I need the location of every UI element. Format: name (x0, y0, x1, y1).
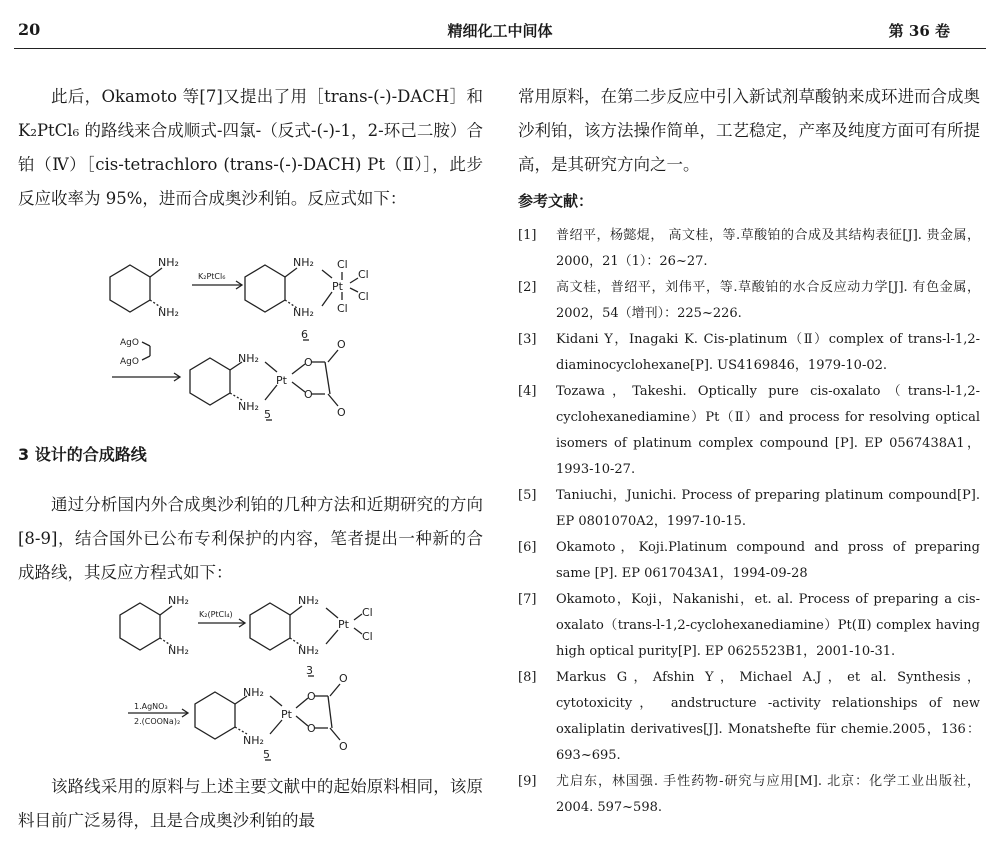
chloride-label: Cl (358, 268, 369, 281)
chloride-label: Cl (337, 302, 348, 315)
platinum-label: Pt (281, 708, 292, 721)
header-rule (14, 48, 986, 49)
amine-label: NH₂ (158, 256, 179, 269)
amine-label: NH₂ (238, 400, 259, 413)
reference-item (518, 379, 980, 483)
amine-label: NH₂ (293, 256, 314, 269)
chloride-label: Cl (337, 258, 348, 271)
reagent-label: AgO (120, 357, 139, 367)
reference-item (518, 327, 980, 379)
reference-number: [1] (518, 228, 537, 243)
paragraph-continued: 常用原料，在第二步反应中引入新试剂草酸钠来成环进而合成奥沙利铂，该方法操作简单，工艺稳定，产率及纯度方面可有所提高，是其研究方向之一。 (518, 87, 980, 174)
reference-text: Okamoto，Koji.Platinum compound and pross of preparing same [P]. EP 0617043A1，1994-09-28 (556, 540, 980, 581)
amine-label: NH₂ (168, 644, 189, 657)
oxygen-label: O (337, 338, 346, 351)
amine-label: NH₂ (158, 306, 179, 319)
reference-number: [5] (518, 488, 537, 503)
reference-item (518, 587, 980, 665)
paragraph-okamoto: 此后，Okamoto 等[7]又提出了用［trans-(-)-DACH］和 K₂PtCl₆ 的路线来合成顺式-四氯-（反式-(-)-1，2-环己二胺）合铂（Ⅳ）［cis-tetrachloro (trans-(-)-DACH) Pt（Ⅱ）］，此步反应收率为 95%，进而合成奥沙利铂。反应式如下： (18, 87, 483, 208)
reagent-label: K₂(PtCl₄) (199, 610, 233, 619)
oxygen-label: O (307, 722, 316, 735)
oxygen-label: O (307, 690, 316, 703)
reference-text: Tozawa，Takeshi. Optically pure cis-oxalato（trans-l-1,2-cyclohexanediamine）Pt（Ⅱ）and process for resolving optical isomers of platinum complex compound [P]. EP 0567438A1，1993-10-27. (556, 384, 980, 477)
reagent-label: AgO (120, 338, 139, 348)
amine-label: NH₂ (168, 594, 189, 607)
cyclohexane-ring (250, 603, 290, 650)
chloride-label: Cl (358, 290, 369, 303)
compound-number: 3 (306, 664, 313, 677)
cyclohexane-ring (120, 603, 160, 650)
reference-text: 尤启东，林国强. 手性药物-研究与应用[M]. 北京：化学工业出版社，2004. 597~598. (556, 774, 980, 815)
journal-title: 精细化工中间体 (447, 22, 553, 40)
compound-number: 5 (264, 408, 271, 421)
reference-item (518, 483, 980, 535)
reference-item (518, 769, 980, 821)
reference-item (518, 535, 980, 587)
reference-number: [7] (518, 592, 537, 607)
reference-number: [8] (518, 670, 537, 685)
paragraph-materials: 该路线采用的原料与上述主要文献中的起始原料相同，该原料目前广泛易得，且是合成奥沙利铂的最 (18, 777, 483, 830)
right-column (518, 80, 980, 821)
oxygen-label: O (339, 672, 348, 685)
platinum-label: Pt (332, 280, 343, 293)
amine-label: NH₂ (298, 594, 319, 607)
oxygen-label: O (304, 388, 313, 401)
platinum-label: Pt (338, 618, 349, 631)
reference-item (518, 665, 980, 769)
references-heading: 参考文献： (518, 192, 594, 210)
oxygen-label: O (304, 356, 313, 369)
compound-number: 5 (263, 748, 270, 761)
cyclohexane-ring (110, 265, 150, 312)
reference-number: [2] (518, 280, 537, 295)
reaction-scheme-1 (100, 250, 400, 435)
amine-label: NH₂ (243, 734, 264, 747)
amine-label: NH₂ (238, 352, 259, 365)
reference-list (518, 223, 980, 821)
running-header (0, 0, 1000, 52)
amine-label: NH₂ (298, 644, 319, 657)
cyclohexane-ring (245, 265, 285, 312)
reference-text: Taniuchi，Junichi. Process of preparing platinum compound[P]. EP 0801070A2，1997-10-15. (556, 488, 980, 529)
reference-item (518, 275, 980, 327)
cyclohexane-ring (190, 358, 230, 405)
reference-number: [6] (518, 540, 537, 555)
reference-text: 普绍平，杨懿焜， 高文桂，等.草酸铂的合成及其结构表征[J]. 贵金属，2000，21（1）：26~27. (556, 228, 980, 269)
reaction-scheme-2 (110, 588, 410, 768)
reference-item (518, 223, 980, 275)
amine-label: NH₂ (293, 306, 314, 319)
reference-text: Markus G，Afshin Y，Michael A.J，et al. Synthesis，cytotoxicity， andstructure -activity relationships of new oxaliplatin derivatives[J]. Monatshefte für chemie.2005，136：693~695. (556, 670, 980, 763)
reagent-label: 2.(COONa)₂ (134, 717, 181, 726)
cyclohexane-ring (195, 692, 235, 739)
compound-number: 6 (301, 328, 308, 341)
paragraph-route: 通过分析国内外合成奥沙利铂的几种方法和近期研究的方向 [8-9]，结合国外已公布专利保护的内容，笔者提出一种新的合成路线，其反应方程式如下： (18, 495, 483, 582)
amine-label: NH₂ (243, 686, 264, 699)
reference-text: Kidani Y，Inagaki K. Cis-platinum（Ⅱ）complex of trans-l-1,2-diaminocyclohexane[P]. US4169846，1979-10-02. (556, 332, 980, 373)
reference-number: [4] (518, 384, 537, 399)
platinum-label: Pt (276, 374, 287, 387)
chloride-label: Cl (362, 606, 373, 619)
left-column-mid (18, 488, 483, 590)
oxygen-label: O (339, 740, 348, 753)
reference-text: Okamoto，Koji，Nakanishi，et. al. Process of preparing a cis-oxalato（trans-l-1,2-cyclohexanediamine）Pt(Ⅱ) complex having high optical purity[P]. EP 0625523B1，2001-10-31. (556, 592, 980, 659)
chloride-label: Cl (362, 630, 373, 643)
reference-text: 高文桂，普绍平，刘伟平，等.草酸铂的水合反应动力学[J]. 有色金属，2002，54（增刊）：225~226. (556, 280, 980, 321)
page-number: 20 (18, 20, 41, 39)
reagent-label: 1.AgNO₃ (134, 702, 168, 711)
volume-label: 第 36 卷 (888, 22, 950, 40)
reference-number: [9] (518, 774, 537, 789)
reference-number: [3] (518, 332, 537, 347)
reagent-label: K₂PtCl₆ (198, 272, 226, 281)
left-column-bottom (18, 770, 483, 838)
left-column (18, 80, 483, 216)
section-heading: 3 设计的合成路线 (18, 445, 147, 464)
oxygen-label: O (337, 406, 346, 419)
